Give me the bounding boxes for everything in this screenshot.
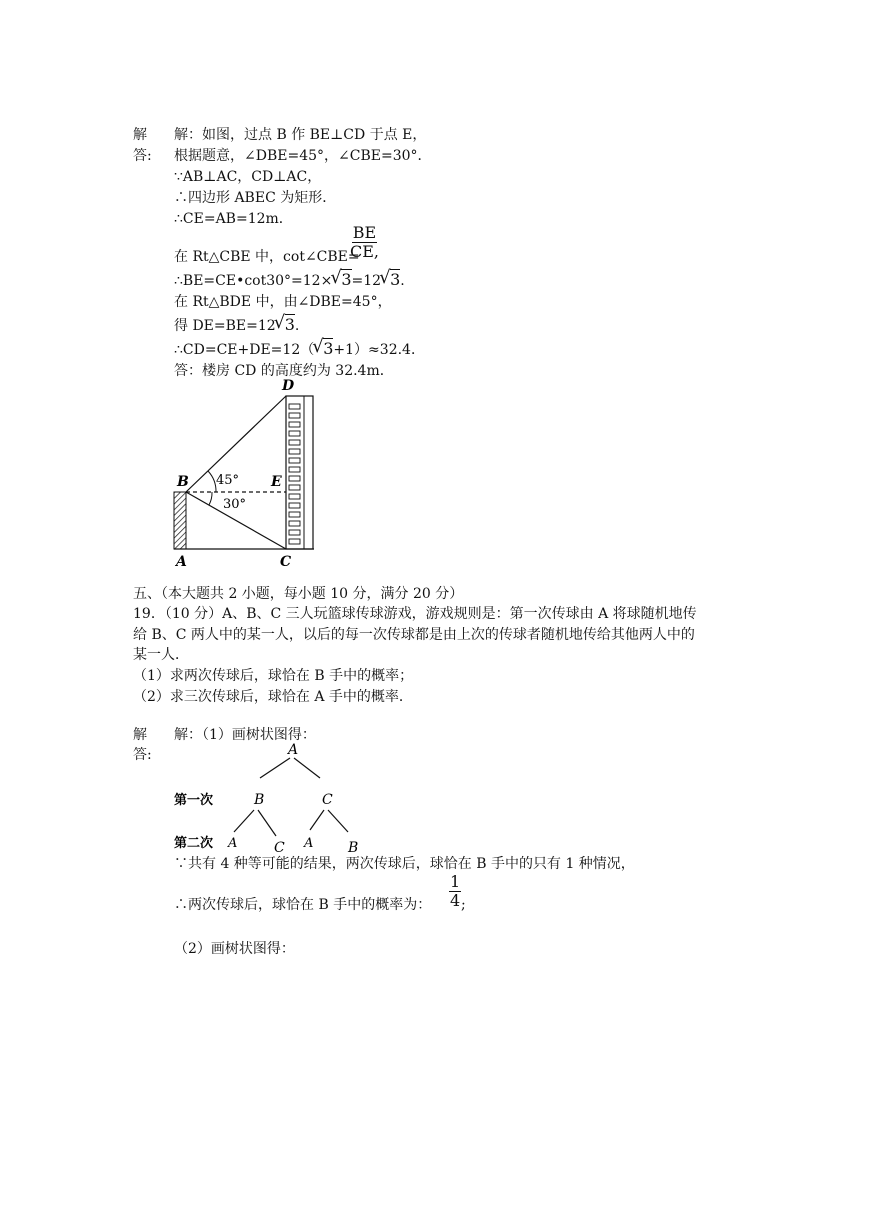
- answer-label-top: 解: [133, 727, 147, 743]
- tree-node-b: B: [254, 792, 265, 808]
- answer-label-top: 解: [133, 127, 147, 143]
- tree-leaf: B: [348, 840, 359, 855]
- sqrt-symbol: [381, 271, 400, 289]
- tree-leaf: A: [304, 836, 314, 851]
- fraction-be-over-ce: [350, 224, 379, 261]
- question-text: 某一人．: [133, 647, 189, 663]
- question-text: 19．（10 分）A、B、C 三人玩篮球传球游戏，游戏规则是：第一次传球由 A 将球随机地传: [133, 606, 697, 622]
- solution-line: 答：楼房 CD 的高度约为 32.4m．: [174, 363, 394, 379]
- tree-leaf: A: [228, 836, 238, 851]
- building-window: [289, 530, 300, 535]
- solution-text: 在 Rt△CBE 中，cot∠CBE=: [174, 249, 360, 265]
- building-window: [289, 521, 300, 526]
- answer-label-bottom: 答:: [133, 148, 152, 164]
- solution-line: 根据题意，∠DBE=45°，∠CBE=30°．: [174, 148, 432, 164]
- question-part: （1）求两次传球后，球恰在 B 手中的概率；: [133, 668, 414, 684]
- tree-row-label-first: 第一次: [174, 793, 214, 808]
- sqrt-symbol: [332, 271, 351, 289]
- solution-line: ∴CE=AB=12m．: [174, 211, 293, 227]
- building-window: [289, 476, 300, 481]
- building-windows: [289, 404, 300, 544]
- solution-line: [174, 248, 360, 266]
- building-window: [289, 431, 300, 436]
- tree-node-c: C: [322, 792, 333, 808]
- answer-label-bottom: 答:: [133, 747, 152, 763]
- solution-text: ∴BE=CE•cot30°=12×: [174, 273, 333, 289]
- point-label-a: A: [176, 554, 187, 570]
- building-geometry-figure: [168, 374, 328, 570]
- fraction-one-quarter: [449, 873, 461, 910]
- solution-line: [174, 316, 299, 335]
- building-window: [289, 467, 300, 472]
- angle-arc-30: [209, 492, 212, 505]
- solution-line: [174, 271, 405, 290]
- building-window: [289, 440, 300, 445]
- tree-leaf: C: [274, 840, 285, 855]
- solution-line: ∵AB⊥AC，CD⊥AC，: [174, 169, 322, 185]
- building-window: [289, 494, 300, 499]
- solution-line: 解：（1）画树状图得：: [174, 727, 316, 743]
- building-window: [289, 485, 300, 490]
- solution-line: ∵共有 4 种等可能的结果，两次传球后，球恰在 B 手中的只有 1 种情况，: [174, 856, 635, 872]
- solution-line: [174, 340, 425, 359]
- probability-tree-diagram: [168, 740, 378, 855]
- radicand: 3: [323, 339, 334, 358]
- solution-text: 得 DE=BE=12: [174, 318, 276, 334]
- solution-text: ∴两次传球后，球恰在 B 手中的概率为：: [174, 897, 432, 913]
- tree-branch: [260, 758, 290, 778]
- building-window: [289, 449, 300, 454]
- solution-line: 解：如图，过点 B 作 BE⊥CD 于点 E，: [174, 127, 427, 143]
- building-window: [289, 503, 300, 508]
- solution-line: 在 Rt△BDE 中，由∠DBE=45°，: [174, 294, 392, 310]
- question-text: 给 B、C 两人中的某一人，以后的每一次传球都是由上次的传球者随机地传给其他两人中的: [133, 627, 695, 643]
- section-heading: 五、（本大题共 2 小题，每小题 10 分，满分 20 分）: [133, 586, 464, 602]
- solution-text: ∴CD=CE+DE=12（: [174, 342, 315, 358]
- angle-arc-45: [208, 471, 216, 492]
- fraction-numerator: BE: [352, 223, 377, 242]
- tree-branch: [310, 810, 324, 830]
- point-label-c: C: [280, 554, 292, 570]
- tree-branch: [258, 810, 276, 836]
- building-window: [289, 404, 300, 409]
- solution-text: .: [400, 273, 405, 289]
- building-window: [289, 512, 300, 517]
- tree-root-a: A: [288, 742, 299, 758]
- tree-branch: [234, 810, 254, 832]
- radicand: 3: [284, 315, 295, 334]
- solution-text: +1）≈32.4．: [333, 342, 425, 358]
- angle-label-45: 45°: [216, 473, 240, 488]
- building-window: [289, 539, 300, 544]
- fraction-denominator: 4: [450, 891, 461, 910]
- building-window: [289, 422, 300, 427]
- point-label-d: D: [282, 378, 295, 394]
- fraction-denominator: CE,: [350, 242, 380, 261]
- solution-text: .: [294, 318, 300, 334]
- question-part: （2）求三次传球后，球恰在 A 手中的概率．: [133, 689, 413, 705]
- point-label-b: B: [177, 474, 189, 490]
- tree-branch: [294, 758, 320, 778]
- point-label-e: E: [271, 474, 282, 490]
- angle-label-30: 30°: [223, 497, 247, 512]
- tree-branch: [328, 810, 348, 832]
- building-window: [289, 458, 300, 463]
- radicand: 3: [341, 270, 352, 289]
- tree-row-label-second: 第二次: [174, 836, 214, 851]
- solution-text: ;: [461, 897, 466, 913]
- radicand: 3: [390, 270, 401, 289]
- tower-ab: [174, 492, 186, 549]
- sqrt-symbol: [276, 316, 295, 334]
- sqrt-symbol: [314, 340, 333, 358]
- solution-text: =12: [351, 273, 382, 289]
- building-window: [289, 413, 300, 418]
- solution-line: （2）画树状图得：: [174, 941, 295, 957]
- fraction-numerator: 1: [450, 872, 461, 891]
- solution-line: ∴四边形 ABEC 为矩形．: [174, 190, 337, 206]
- solution-line: [174, 896, 431, 914]
